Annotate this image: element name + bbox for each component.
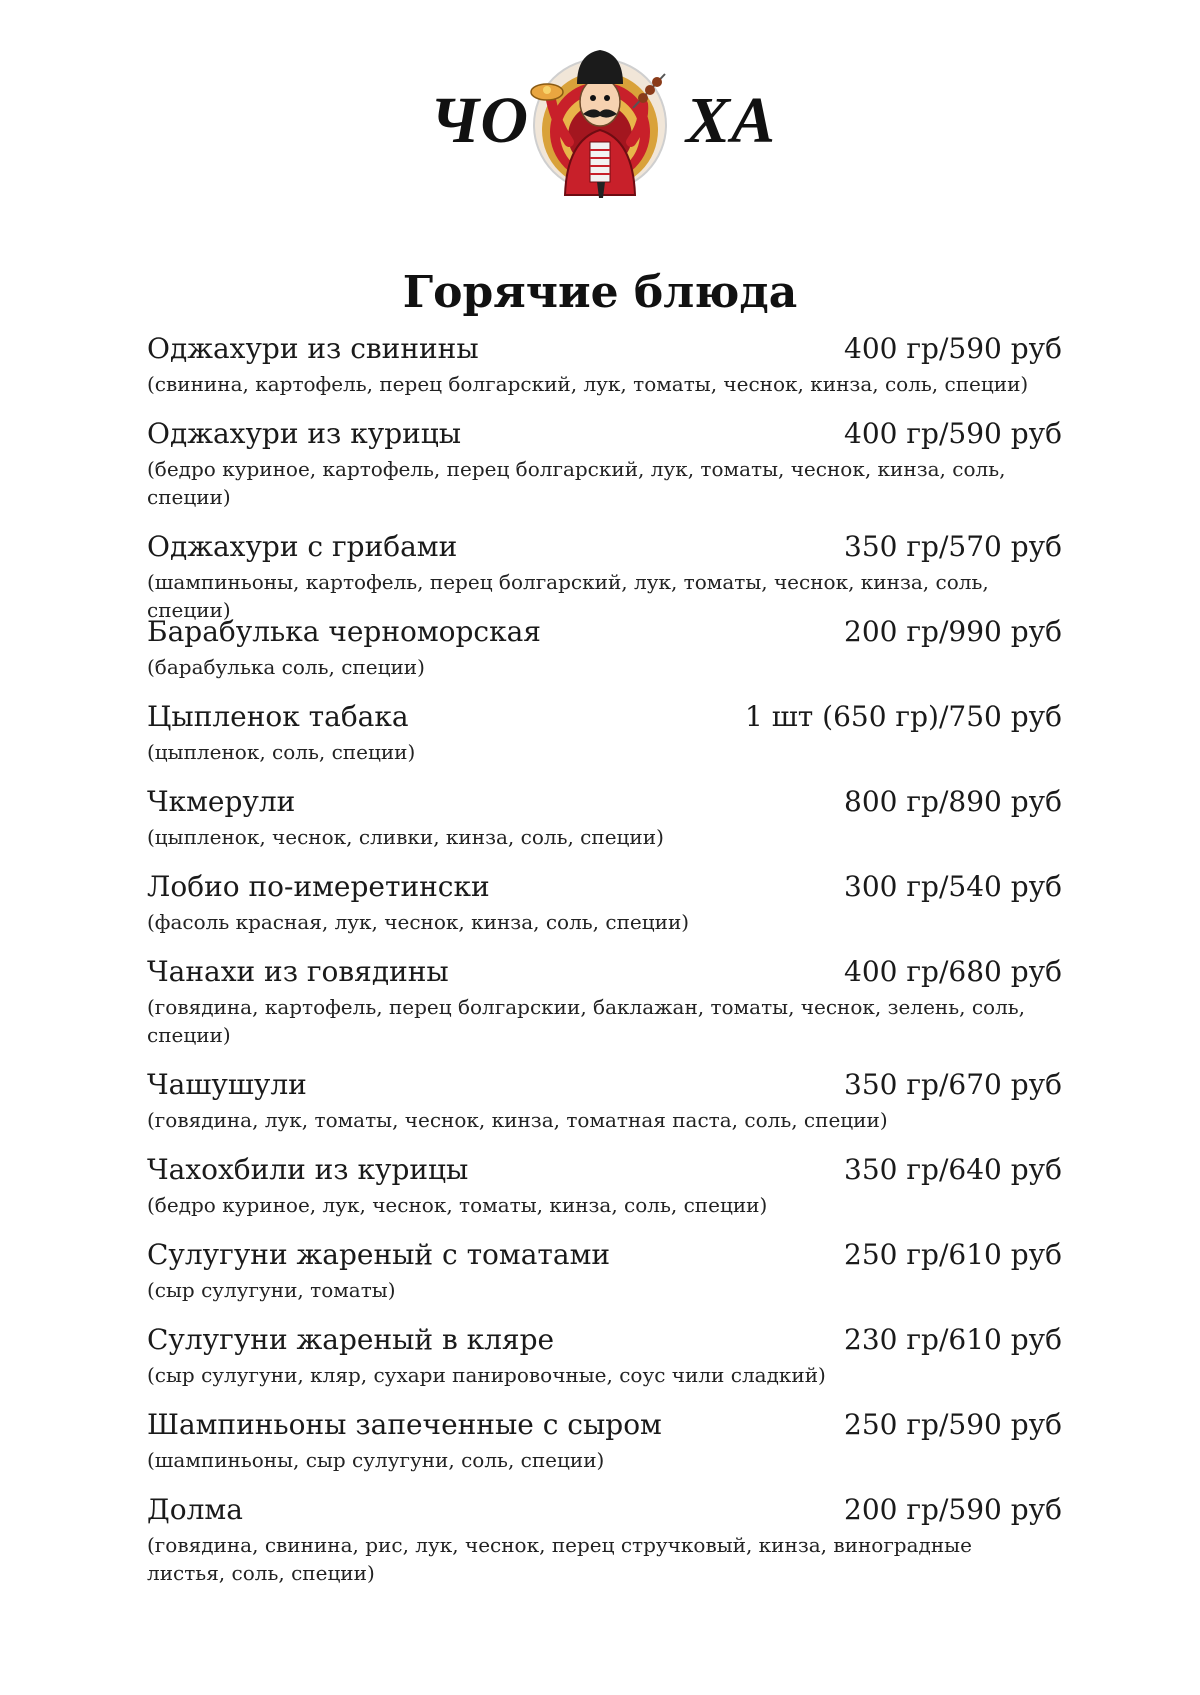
- menu-item: [147, 1066, 1062, 1151]
- dish-name: Оджахури из свинины: [147, 332, 479, 365]
- menu-item: [147, 1321, 1062, 1406]
- dish-description: (фасоль красная, лук, чеснок, кинза, соль, специи): [147, 910, 690, 934]
- menu-list: [147, 330, 1062, 1604]
- menu-item-row: [147, 1491, 1062, 1529]
- dish-price: 1 шт (650 гр)/750 руб: [745, 700, 1062, 733]
- menu-item-row: [147, 1406, 1062, 1444]
- dish-name: Цыпленок табака: [147, 700, 409, 733]
- dish-description: (говядина, свинина, рис, лук, чеснок, перец стручковый, кинза, виноградные листья, соль, специи): [147, 1533, 972, 1585]
- dish-description: (сыр сулугуни, кляр, сухари панировочные, соус чили сладкий): [147, 1363, 826, 1387]
- dish-description: (свинина, картофель, перец болгарский, лук, томаты, чеснок, кинза, соль, специи): [147, 372, 1029, 396]
- menu-item-row: [147, 868, 1062, 906]
- dish-description: (цыпленок, соль, специи): [147, 740, 416, 764]
- menu-item: [147, 528, 1062, 622]
- dish-price: 230 гр/610 руб: [844, 1323, 1062, 1356]
- menu-item: [147, 330, 1062, 415]
- menu-item: [147, 953, 1062, 1066]
- dish-description: (сыр сулугуни, томаты): [147, 1278, 396, 1302]
- menu-item: [147, 1236, 1062, 1321]
- dish-price: 350 гр/640 руб: [844, 1153, 1062, 1186]
- dish-price: 200 гр/990 руб: [844, 615, 1062, 648]
- dish-name: Чахохбили из курицы: [147, 1153, 469, 1186]
- dish-description: (бедро куриное, лук, чеснок, томаты, кинза, соль, специи): [147, 1193, 768, 1217]
- logo-text-right: ХА: [686, 84, 777, 157]
- dish-price: 400 гр/680 руб: [844, 955, 1062, 988]
- dish-description: (цыпленок, чеснок, сливки, кинза, соль, специи): [147, 825, 664, 849]
- menu-item: [147, 613, 1062, 698]
- dish-price: 400 гр/590 руб: [844, 417, 1062, 450]
- dish-price: 300 гр/540 руб: [844, 870, 1062, 903]
- menu-item-row: [147, 330, 1062, 368]
- dish-name: Долма: [147, 1493, 243, 1526]
- logo-text-left: ЧО: [430, 84, 530, 157]
- dish-description: (шампиньоны, картофель, перец болгарский, лук, томаты, чеснок, кинза, соль, специи): [147, 570, 989, 622]
- dish-price: 350 гр/570 руб: [844, 530, 1062, 563]
- dish-name: Шампиньоны запеченные с сыром: [147, 1408, 662, 1441]
- menu-item-row: [147, 613, 1062, 651]
- dish-price: 250 гр/590 руб: [844, 1408, 1062, 1441]
- menu-item-row: [147, 698, 1062, 736]
- dish-name: Сулугуни жареный в кляре: [147, 1323, 555, 1356]
- menu-item: [147, 415, 1062, 528]
- menu-item-row: [147, 415, 1062, 453]
- dish-description: (барабулька соль, специи): [147, 655, 425, 679]
- dish-price: 400 гр/590 руб: [844, 332, 1062, 365]
- menu-item-row: [147, 783, 1062, 821]
- restaurant-logo: [0, 30, 1200, 205]
- dish-description: (шампиньоны, сыр сулугуни, соль, специи): [147, 1448, 605, 1472]
- dish-price: 200 гр/590 руб: [844, 1493, 1062, 1526]
- dish-name: Чашушули: [147, 1068, 307, 1101]
- dish-name: Оджахури с грибами: [147, 530, 458, 563]
- menu-item: [147, 868, 1062, 953]
- menu-item-row: [147, 1151, 1062, 1189]
- dish-name: Чкмерули: [147, 785, 296, 818]
- menu-item: [147, 783, 1062, 868]
- menu-item: [147, 1151, 1062, 1236]
- menu-item: [147, 1491, 1062, 1604]
- menu-item-row: [147, 1236, 1062, 1274]
- chef-emblem-icon: [525, 30, 675, 200]
- dish-name: Лобио по-имеретински: [147, 870, 490, 903]
- menu-item-row: [147, 1321, 1062, 1359]
- menu-item-row: [147, 528, 1062, 566]
- dish-description: (говядина, картофель, перец болгарскии, баклажан, томаты, чеснок, зелень, соль, специи): [147, 995, 1026, 1047]
- menu-item: [147, 698, 1062, 783]
- dish-name: Барабулька черноморская: [147, 615, 541, 648]
- dish-price: 800 гр/890 руб: [844, 785, 1062, 818]
- dish-name: Оджахури из курицы: [147, 417, 462, 450]
- dish-price: 350 гр/670 руб: [844, 1068, 1062, 1101]
- dish-name: Сулугуни жареный с томатами: [147, 1238, 611, 1271]
- menu-item-row: [147, 953, 1062, 991]
- dish-name: Чанахи из говядины: [147, 955, 449, 988]
- dish-description: (бедро куриное, картофель, перец болгарский, лук, томаты, чеснок, кинза, соль, специи): [147, 457, 1006, 509]
- dish-description: (говядина, лук, томаты, чеснок, кинза, томатная паста, соль, специи): [147, 1108, 888, 1132]
- menu-item: [147, 1406, 1062, 1491]
- page-title: Горячие блюда: [402, 267, 798, 319]
- menu-item-row: [147, 1066, 1062, 1104]
- dish-price: 250 гр/610 руб: [844, 1238, 1062, 1271]
